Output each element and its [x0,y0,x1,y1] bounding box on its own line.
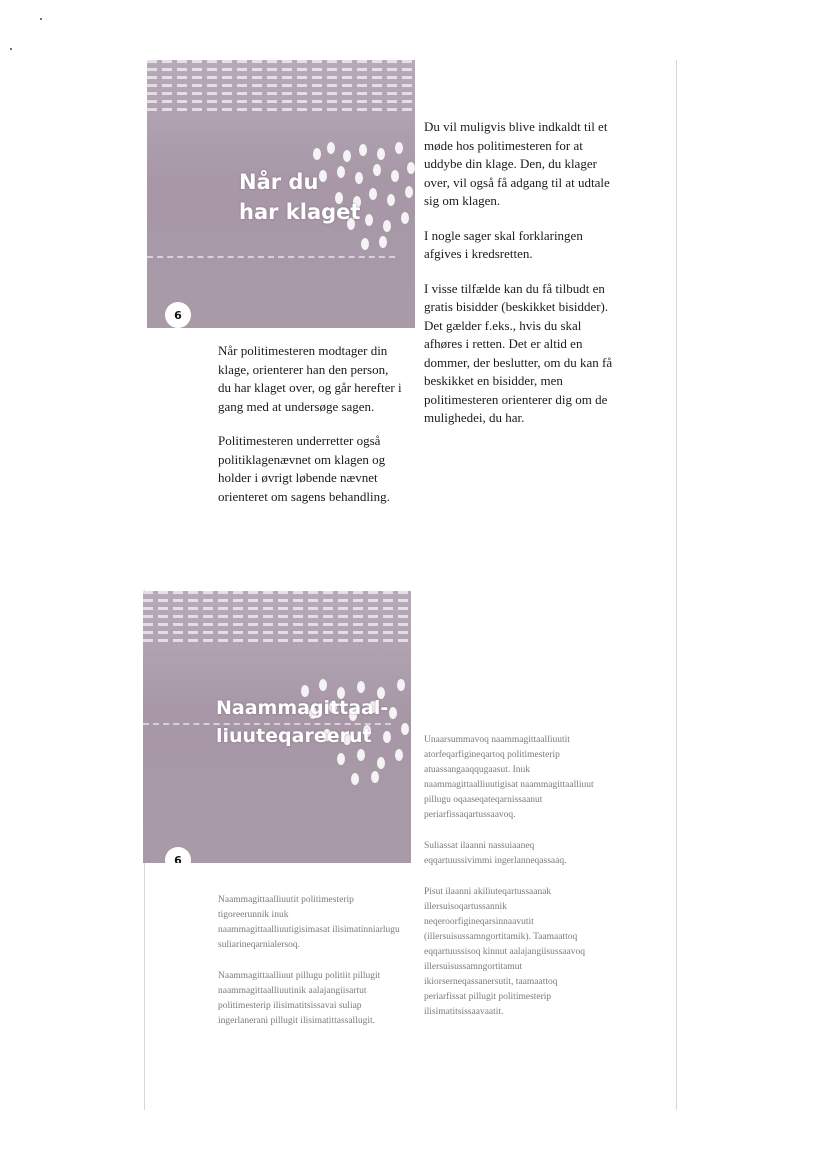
paragraph: Du vil muligvis blive indkaldt til et møde hos politimesteren for at uddybe din klage. Den, du klager over, vil også få adgang til at udtale sig om klagen. [424,119,610,208]
text-column-left [218,342,404,522]
page-number: 6 [174,309,182,322]
paragraph: Naammagittaalliuut pillugu politiit pillugit naammagittaalliuutinik aalajangiisartut politimesterip ilisimatitsissavai suliap ingerlanerani pillugit ilisimatittassallugit. [218,971,381,1026]
paragraph: Pisut ilaanni akiliuteqartussaanak illersuisoqartussannik neqeroorfigineqarsinnaavutit (illersuisussamngortitamik). Taamaattoq eqqartuussisoq kinnut aalajangiisussaavoq illersuisussamngortitamut ikiorserneqassanersutit, taamaattoq periarfissat pillugit politimesterip ilisimatitsissaavaatit. [424,887,585,1017]
section-title-line-1: Når du [239,170,319,194]
stripe-pattern [147,60,415,112]
text-column-left [218,893,400,1045]
paragraph: I nogle sager skal forklaringen afgives i kredsretten. [424,227,583,261]
page-edge-right [676,60,677,1110]
section-title-line-2: liuuteqareerut [216,724,372,747]
paragraph: Suliassat ilaanni nassuiaaneq eqqartuussivimmi ingerlanneqassaaq. [424,841,567,866]
paragraph: Når politimesteren modtager din klage, orienterer han den person, du har klaget over, og går herefter i gang med at undersøge sagen. [218,343,402,414]
paragraph: Politimesteren underretter også politiklagenævnet om klagen og holder i øvrigt løbende nævnet orienteret om sagens behandling. [218,433,390,504]
scan-speck [40,18,42,20]
text-column-right [424,733,602,1036]
paragraph: Naammagittaalliuutit politimesterip tigoreerunnik inuk naammagittaalliuutigisimasat ilisimatinniarlugu suliarineqarnialersoq. [218,895,400,950]
section-title-line-2: har klaget [239,200,361,225]
section-title [216,695,388,750]
section-title [239,167,360,228]
scan-speck [10,48,12,50]
header-image-bottom [143,591,411,863]
page-number: 6 [174,854,182,863]
section-title-line-1: Naammagittaal- [216,697,389,719]
paragraph: Unaarsummavoq naammagittaalliuutit atorfeqarfigineqartoq politimesterip atuassangaaqqugaasut. Inuk naammagittaalliuutigisat naammagittaalliuut pillugu oqaaseqateqarnissaanut periarfissaqartussaavoq. [424,735,594,820]
stripe-pattern [143,591,411,643]
paragraph: I visse tilfælde kan du få tilbudt en gratis bisidder (beskikket bisidder). Det gælder f.eks., hvis du skal afhøres i retten. Det er altid en dommer, der beslutter, om du kan få beskikket en bisidder, men politimesteren orienterer dig om de mulighedei, du har. [424,280,613,425]
dashed-line [147,256,395,258]
text-column-right [424,118,616,444]
header-image-top [147,60,415,328]
